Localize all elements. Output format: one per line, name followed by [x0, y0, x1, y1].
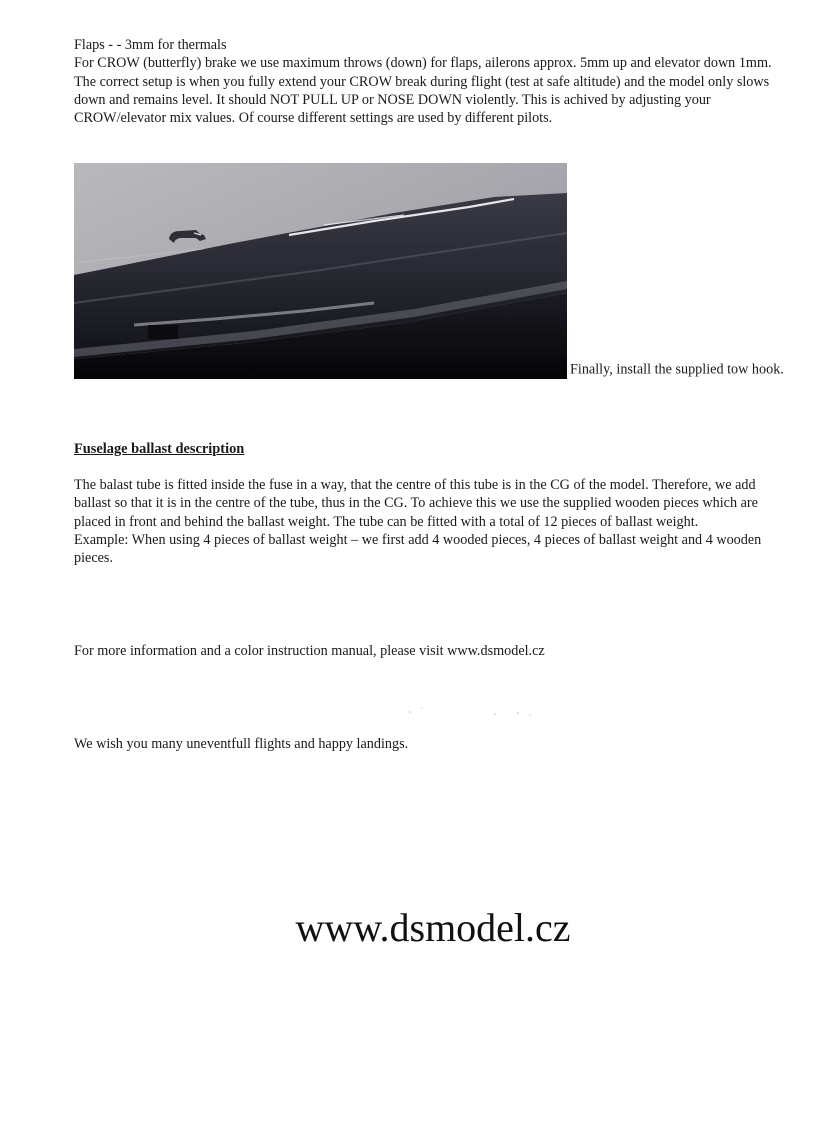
fuselage-photo-drawing — [74, 163, 567, 379]
flaps-line: Flaps - - 3mm for thermals — [74, 37, 227, 53]
ballast-section — [74, 476, 790, 567]
tow-hook-section — [74, 163, 790, 379]
intro-section — [74, 36, 790, 127]
scan-specks — [400, 700, 550, 720]
crow-line: For CROW (butterfly) brake we use maximum throws (down) for flaps, ailerons approx. 5mm up and elevator down 1mm. — [74, 55, 772, 72]
ballast-example: Example: When using 4 pieces of ballast weight – we first add 4 wooded pieces, 4 pieces of ballast weight and 4 wooden pieces. — [74, 531, 762, 567]
setup-paragraph: The correct setup is when you fully extend your CROW break during flight (test at safe altitude) and the model only slows down and remains level. It should NOT PULL UP or NOSE DOWN violently. This is achived by adjusting your CROW/elevator mix values. Of course different settings are used by different pilots. — [74, 73, 770, 127]
footer-website: www.dsmodel.cz — [295, 905, 571, 950]
more-info-line: For more information and a color instruction manual, please visit www.dsmodel.cz — [74, 643, 545, 659]
tow-hook-photo — [74, 163, 567, 379]
closing-wish: We wish you many uneventfull flights and happy landings. — [74, 736, 409, 752]
ballast-paragraph: The balast tube is fitted inside the fuse in a way, that the centre of this tube is in the CG of the model. Therefore, we add ballast so that it is in the centre of the tube, thus in the CG. To achieve this we use the supplied wooden pieces which are placed in front and behind the ballast weight. The tube can be fitted with a total of 12 pieces of ballast weight. — [74, 477, 758, 530]
tow-hook-caption: Finally, install the supplied tow hook. — [570, 361, 784, 378]
fuselage-ballast-heading: Fuselage ballast description — [74, 441, 245, 457]
